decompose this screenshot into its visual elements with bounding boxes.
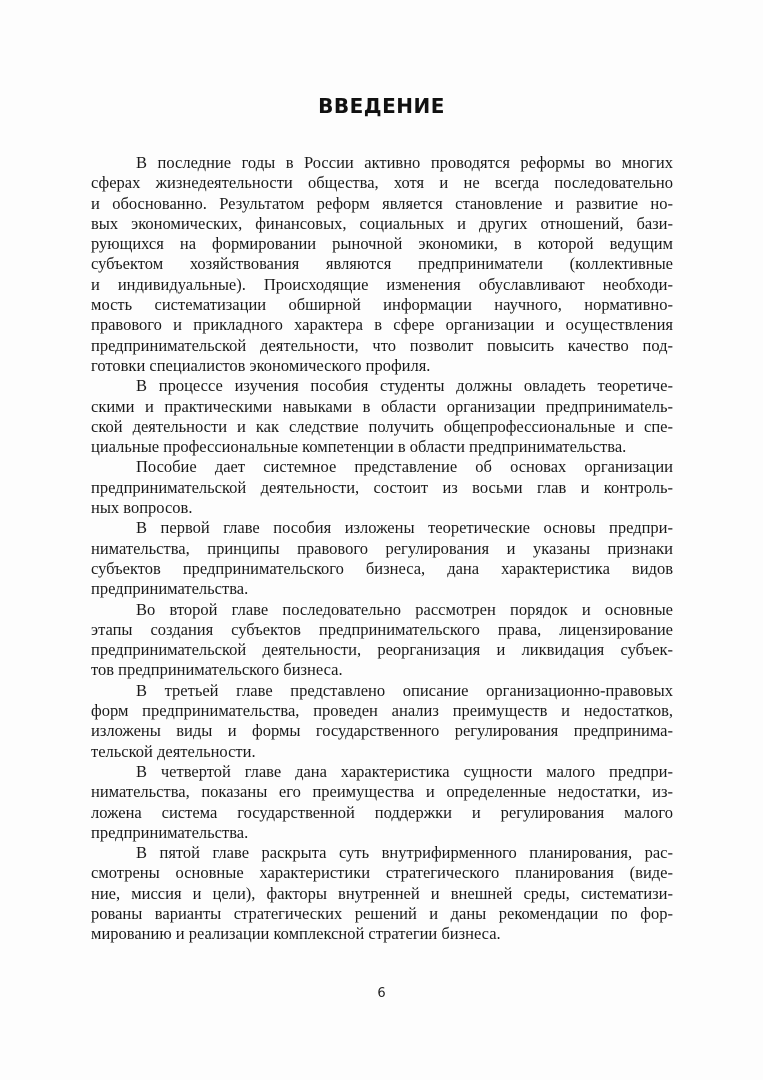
text-line: предпринимательства. xyxy=(91,579,249,599)
text-line: скими и практическими навыками в области организации предпринимatель- xyxy=(91,396,673,416)
page-title: ВВЕДЕНИЕ xyxy=(318,94,445,118)
paragraph xyxy=(91,376,673,457)
text-line: предпринимательской деятельности, реорганизация и ликвидация субъек- xyxy=(91,640,673,660)
paragraph xyxy=(91,843,673,944)
text-line: этапы создания субъектов предпринимательского права, лицензирование xyxy=(91,619,673,639)
text-line: мость систематизации обширной информации научного, нормативно- xyxy=(91,295,673,315)
text-line: В третьей главе представлено описание организационно-правовых xyxy=(136,680,673,700)
text-line: тельской деятельности. xyxy=(91,741,256,761)
text-line: рованы варианты стратегических решений и даны рекомендации по фор- xyxy=(91,903,673,923)
text-line: предпринимательства. xyxy=(91,822,249,842)
paragraph xyxy=(91,518,673,599)
paragraph xyxy=(91,457,673,518)
text-line: рующихся на формировании рыночной экономики, в которой ведущим xyxy=(91,234,673,254)
text-line: субъектом хозяйствования являются предприниматели (коллективные xyxy=(91,254,673,274)
text-line: предпринимательской деятельности, состоит из восьми глав и контроль- xyxy=(91,477,673,497)
text-line: ние, миссия и цели), факторы внутренней и внешней среды, систематизи- xyxy=(91,883,673,903)
text-line: и обоснованно. Результатом реформ является становление и развитие но- xyxy=(91,193,673,213)
text-line: правового и прикладного характера в сфере организации и осуществления xyxy=(91,315,673,335)
text-line: Пособие дает системное представление об основах организации xyxy=(136,457,673,477)
text-line: сферах жизнедеятельности общества, хотя и не всегда последовательно xyxy=(91,173,673,193)
page-number: 6 xyxy=(377,986,386,1001)
text-line: вых экономических, финансовых, социальных и других отношений, бази- xyxy=(91,213,673,233)
paragraph xyxy=(91,762,673,843)
text-line: Во второй главе последовательно рассмотрен порядок и основные xyxy=(136,599,673,619)
text-line: В пятой главе раскрыта суть внутрифирменного планирования, рас- xyxy=(136,843,673,863)
text-line: нимательства, показаны его преимущества и определенные недостатки, из- xyxy=(91,782,673,802)
text-line: ложена система государственной поддержки и регулирования малого xyxy=(91,802,673,822)
text-line: смотрены основные характеристики стратегического планирования (виде- xyxy=(91,863,673,883)
text-line: субъектов предпринимательского бизнеса, дана характеристика видов xyxy=(91,558,673,578)
text-line: В первой главе пособия изложены теоретические основы предпри- xyxy=(136,518,673,538)
text-line: мированию и реализации комплексной стратегии бизнеса. xyxy=(91,924,501,944)
text-line: предпринимательской деятельности, что позволит повысить качество под- xyxy=(91,335,673,355)
text-line: готовки специалистов экономического профиля. xyxy=(91,355,431,375)
text-line: изложены виды и формы государственного регулирования предпринима- xyxy=(91,721,673,741)
document-body xyxy=(91,153,673,945)
text-line: нимательства, принципы правового регулирования и указаны признаки xyxy=(91,538,673,558)
text-line: циальные профессиональные компетенции в области предпринимательства. xyxy=(91,437,627,457)
paragraph xyxy=(91,153,673,376)
text-line: ской деятельности и как следствие получить общепрофессиональные и спе- xyxy=(91,416,673,436)
text-line: и индивидуальные). Происходящие изменения обуславливают необходи- xyxy=(91,274,673,294)
paragraph xyxy=(91,600,673,681)
text-line: В последние годы в России активно проводятся реформы во многих xyxy=(136,153,673,172)
text-line: форм предпринимательства, проведен анализ преимуществ и недостатков, xyxy=(91,701,673,721)
paragraph xyxy=(91,681,673,762)
text-line: тов предпринимательского бизнеса. xyxy=(91,660,343,680)
text-line: В процессе изучения пособия студенты должны овладеть теоретиче- xyxy=(136,376,673,396)
text-line: ных вопросов. xyxy=(91,498,193,518)
text-line: В четвертой главе дана характеристика сущности малого предпри- xyxy=(136,761,673,781)
